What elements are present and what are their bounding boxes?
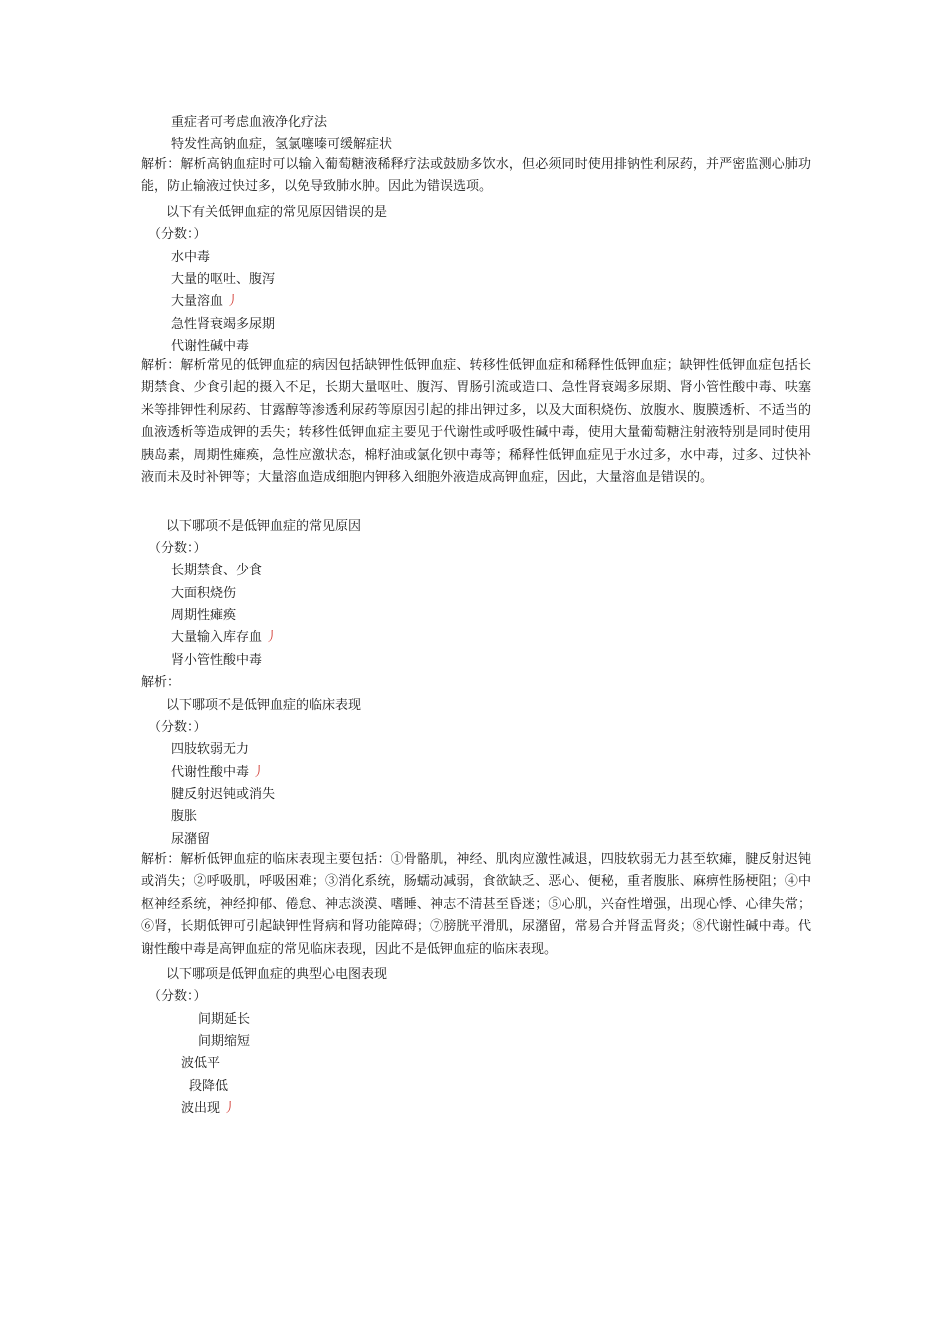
option: 肾小管性酸中毒 <box>171 653 263 668</box>
option: 间期缩短 <box>198 1034 251 1049</box>
question-stem: 以下哪项不是低钾血症的常见原因 <box>166 519 362 534</box>
explanation-label: 解析： <box>141 675 181 690</box>
answer-mark: 丿 <box>265 630 279 645</box>
option-correct: 波出现 丿 <box>181 1101 237 1116</box>
option: 大面积烧伤 <box>171 586 237 601</box>
option: 大量的呕吐、腹泻 <box>171 272 276 287</box>
answer-mark: 丿 <box>223 1101 237 1116</box>
question-stem: 以下哪项不是低钾血症的临床表现 <box>166 698 362 713</box>
option: 水中毒 <box>171 250 211 265</box>
option-correct: 大量溶血 丿 <box>171 294 240 309</box>
option: 长期禁食、少食 <box>171 563 263 578</box>
option-correct: 代谢性酸中毒 丿 <box>171 765 266 780</box>
explanation-text: 解析：解析低钾血症的临床表现主要包括：①骨骼肌，神经、肌肉应激性减退，四肢软弱无力甚至软瘫，腱反射迟钝或消失；②呼吸肌，呼吸困难；③消化系统，肠蠕动减弱，食欲缺乏、恶心、便秘，重者腹胀、麻痹性肠梗阻；④中枢神经系统，神经抑郁、倦怠、神志淡漠、嗜睡、神志不清甚至昏迷；⑤心肌，兴奋性增强，出现心悸、心律失常；⑥肾，长期低钾可引起缺钾性肾病和肾功能障碍；⑦膀胱平滑肌，尿潴留，常易合并肾盂肾炎；⑧代谢性碱中毒。代谢性酸中毒是高钾血症的常见临床表现，因此不是低钾血症的临床表现。 <box>141 852 811 957</box>
option: 重症者可考虑血液净化疗法 <box>171 115 328 130</box>
option: 间期延长 <box>198 1012 251 1027</box>
option: 代谢性碱中毒 <box>171 339 250 354</box>
option: 段降低 <box>189 1079 229 1094</box>
option: 周期性瘫痪 <box>171 608 237 623</box>
option: 特发性高钠血症，氢氯噻嗪可缓解症状 <box>171 137 393 152</box>
question-stem: 以下哪项是低钾血症的典型心电图表现 <box>166 967 388 982</box>
option-correct: 大量输入库存血 丿 <box>171 630 279 645</box>
question-score: （分数：） <box>148 989 207 1004</box>
answer-mark: 丿 <box>226 294 240 309</box>
question-score: （分数：） <box>148 720 207 735</box>
option: 尿潴留 <box>171 832 211 847</box>
explanation-label: 解析： <box>141 852 181 867</box>
option: 急性肾衰竭多尿期 <box>171 317 276 332</box>
explanation-text: 解析：解析常见的低钾血症的病因包括缺钾性低钾血症、转移性低钾血症和稀释性低钾血症；缺钾性低钾血症包括长期禁食、少食引起的摄入不足，长期大量呕吐、腹泻、胃肠引流或造口、急性肾衰竭多尿期、肾小管性酸中毒、呋塞米等排钾性利尿药、甘露醇等渗透利尿药等原因引起的排出钾过多，以及大面积烧伤、放腹水、腹膜透析、不适当的血液透析等造成钾的丢失；转移性低钾血症主要见于代谢性或呼吸性碱中毒，使用大量葡萄糖注射液特别是同时使用胰岛素，周期性瘫痪，急性应激状态，棉籽油或氯化钡中毒等；稀释性低钾血症见于水过多，水中毒，过多、过快补液而未及时补钾等；大量溶血造成细胞内钾移入细胞外液造成高钾血症，因此，大量溶血是错误的。 <box>141 358 811 486</box>
explanation-text: 解析：解析高钠血症时可以输入葡萄糖液稀释疗法或鼓励多饮水，但必须同时使用排钠性利尿药，并严密监测心肺功能，防止输液过快过多，以免导致肺水肿。因此为错误选项。 <box>141 157 811 195</box>
question-score: （分数：） <box>148 541 207 556</box>
question-score: （分数：） <box>148 227 207 242</box>
explanation-label: 解析： <box>141 358 181 373</box>
option: 波低平 <box>181 1056 221 1071</box>
option: 四肢软弱无力 <box>171 742 250 757</box>
option: 腱反射迟钝或消失 <box>171 787 276 802</box>
option: 腹胀 <box>171 809 198 824</box>
answer-mark: 丿 <box>252 765 266 780</box>
question-stem: 以下有关低钾血症的常见原因错误的是 <box>166 205 388 220</box>
